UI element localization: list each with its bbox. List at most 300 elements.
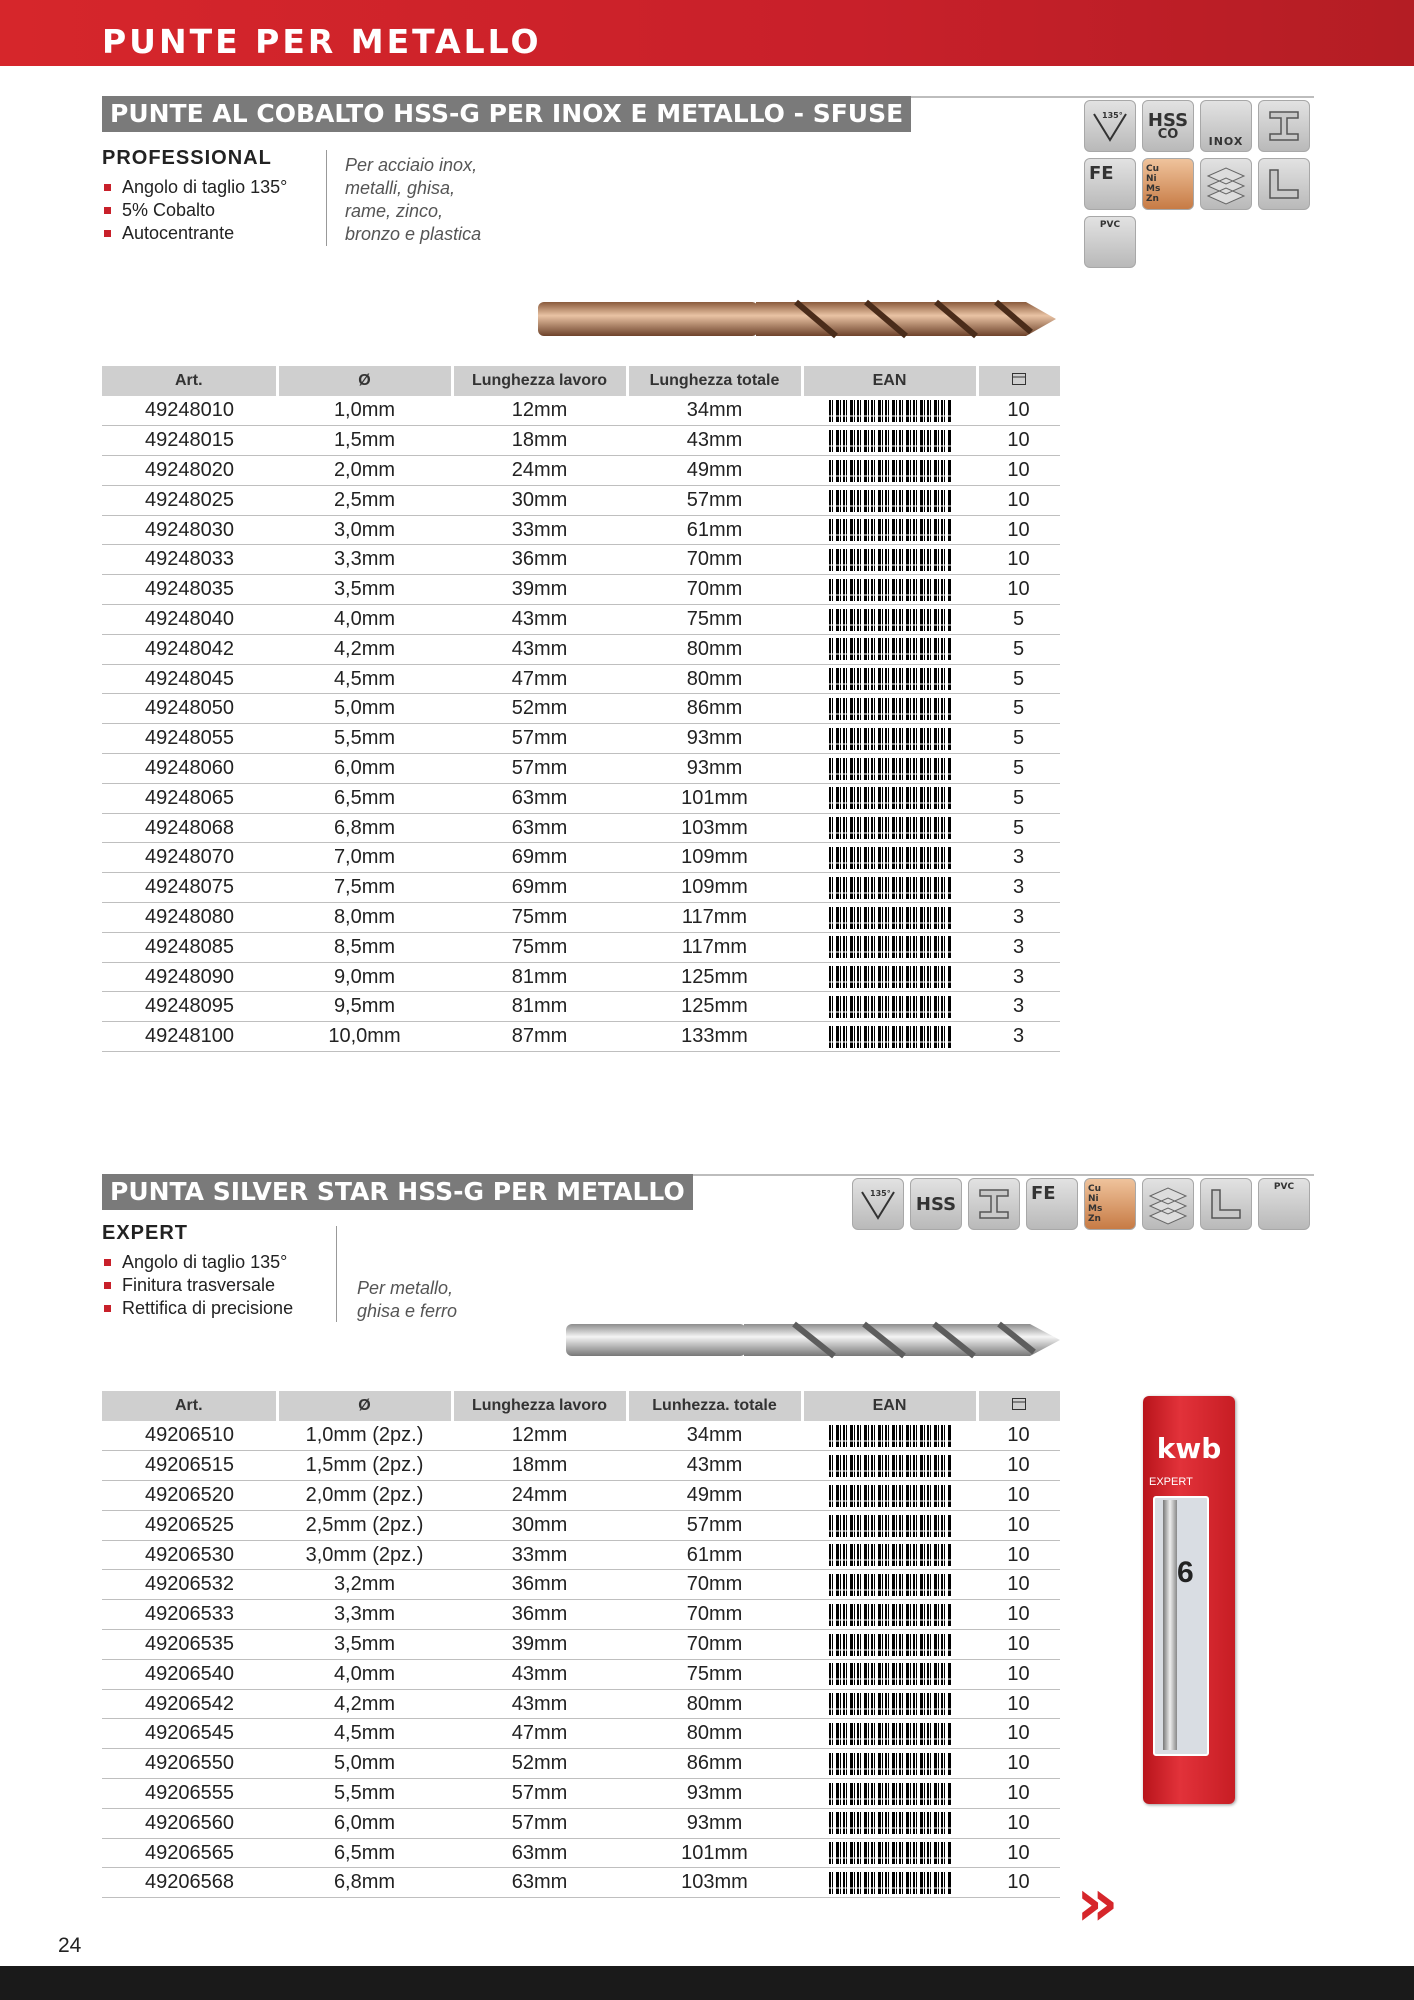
cell-total-length: 133mm bbox=[627, 1022, 802, 1052]
product-package-image bbox=[1143, 1396, 1235, 1804]
cell-diameter: 1,5mm bbox=[277, 426, 452, 456]
cell-ean-barcode bbox=[802, 545, 977, 575]
col-header-ean: EAN bbox=[802, 1391, 977, 1421]
table-row bbox=[102, 1630, 1060, 1660]
cell-art: 49248050 bbox=[102, 694, 277, 724]
cell-diameter: 7,0mm bbox=[277, 843, 452, 873]
table-header-row bbox=[102, 1391, 1060, 1421]
cell-working-length: 43mm bbox=[452, 1659, 627, 1689]
table-row bbox=[102, 396, 1060, 426]
cell-ean-barcode bbox=[802, 1689, 977, 1719]
cell-art: 49206568 bbox=[102, 1868, 277, 1898]
sheet-metal-icon bbox=[1200, 158, 1252, 210]
cell-art: 49248042 bbox=[102, 634, 277, 664]
cell-diameter: 8,0mm bbox=[277, 903, 452, 933]
col-header-working-length: Lunghezza lavoro bbox=[452, 366, 627, 396]
barcode-icon bbox=[829, 579, 951, 601]
barcode-icon bbox=[829, 728, 951, 750]
cell-ean-barcode bbox=[802, 1421, 977, 1451]
metal-ni: Ni bbox=[1088, 1194, 1099, 1204]
cell-total-length: 70mm bbox=[627, 575, 802, 605]
barcode-icon bbox=[829, 936, 951, 958]
table-row bbox=[102, 456, 1060, 486]
cell-pack-qty: 10 bbox=[977, 545, 1060, 575]
table-row bbox=[102, 783, 1060, 813]
cell-art: 49206545 bbox=[102, 1719, 277, 1749]
table-row bbox=[102, 992, 1060, 1022]
cell-diameter: 9,5mm bbox=[277, 992, 452, 1022]
table-row bbox=[102, 843, 1060, 873]
cell-total-length: 34mm bbox=[627, 396, 802, 426]
cell-diameter: 9,0mm bbox=[277, 962, 452, 992]
cell-ean-barcode bbox=[802, 873, 977, 903]
cell-art: 49206565 bbox=[102, 1838, 277, 1868]
cell-pack-qty: 10 bbox=[977, 1749, 1060, 1779]
iron-fe-icon bbox=[1084, 158, 1136, 210]
cell-working-length: 30mm bbox=[452, 485, 627, 515]
cell-pack-qty: 5 bbox=[977, 605, 1060, 635]
sheet-metal-icon bbox=[1142, 1178, 1194, 1230]
barcode-icon bbox=[829, 1634, 951, 1656]
cell-art: 49248085 bbox=[102, 932, 277, 962]
cell-ean-barcode bbox=[802, 1510, 977, 1540]
cell-pack-qty: 3 bbox=[977, 962, 1060, 992]
cell-ean-barcode bbox=[802, 515, 977, 545]
col-header-pack-qty-icon bbox=[977, 1391, 1060, 1421]
cell-art: 49206510 bbox=[102, 1421, 277, 1451]
use-line: Per metallo, bbox=[357, 1278, 454, 1298]
barcode-icon bbox=[829, 1455, 951, 1477]
silver-drill-bit-image bbox=[564, 1318, 1062, 1362]
cell-total-length: 109mm bbox=[627, 843, 802, 873]
cell-ean-barcode bbox=[802, 1600, 977, 1630]
section1-grade: PROFESSIONAL bbox=[102, 147, 272, 169]
cell-working-length: 75mm bbox=[452, 903, 627, 933]
cell-diameter: 1,5mm (2pz.) bbox=[277, 1451, 452, 1481]
cell-pack-qty: 10 bbox=[977, 456, 1060, 486]
packaged-drill-bit bbox=[1163, 1500, 1177, 1750]
col-header-diameter: Ø bbox=[277, 366, 452, 396]
next-page-arrow-icon: » bbox=[1076, 1864, 1119, 1941]
cell-working-length: 39mm bbox=[452, 575, 627, 605]
angle-label: 135° bbox=[870, 1189, 891, 1198]
use-line: Per acciaio inox, bbox=[345, 155, 478, 175]
cell-diameter: 3,5mm bbox=[277, 575, 452, 605]
hss-co-icon bbox=[1142, 100, 1194, 152]
table-row bbox=[102, 575, 1060, 605]
section2-product-table bbox=[102, 1391, 1060, 1898]
cell-ean-barcode bbox=[802, 1451, 977, 1481]
cell-diameter: 4,2mm bbox=[277, 1689, 452, 1719]
barcode-icon bbox=[829, 490, 951, 512]
cell-diameter: 6,5mm bbox=[277, 1838, 452, 1868]
cell-ean-barcode bbox=[802, 1749, 977, 1779]
cell-pack-qty: 10 bbox=[977, 1719, 1060, 1749]
cell-diameter: 2,0mm (2pz.) bbox=[277, 1481, 452, 1511]
cell-diameter: 3,3mm bbox=[277, 1600, 452, 1630]
barcode-icon bbox=[829, 1723, 951, 1745]
cell-total-length: 101mm bbox=[627, 1838, 802, 1868]
cell-ean-barcode bbox=[802, 932, 977, 962]
cell-working-length: 63mm bbox=[452, 813, 627, 843]
page-header-banner bbox=[0, 0, 1414, 66]
cell-total-length: 43mm bbox=[627, 1451, 802, 1481]
cell-pack-qty: 10 bbox=[977, 1779, 1060, 1809]
steel-beam-icon bbox=[1258, 100, 1310, 152]
col-header-ean: EAN bbox=[802, 366, 977, 396]
cell-diameter: 4,0mm bbox=[277, 1659, 452, 1689]
barcode-icon bbox=[829, 1842, 951, 1864]
cell-working-length: 69mm bbox=[452, 873, 627, 903]
cell-total-length: 70mm bbox=[627, 1630, 802, 1660]
metal-cu: Cu bbox=[1146, 164, 1160, 174]
barcode-icon bbox=[829, 1574, 951, 1596]
cell-pack-qty: 10 bbox=[977, 1510, 1060, 1540]
cell-working-length: 87mm bbox=[452, 1022, 627, 1052]
cell-diameter: 7,5mm bbox=[277, 873, 452, 903]
cell-art: 49248010 bbox=[102, 396, 277, 426]
cell-diameter: 6,8mm bbox=[277, 1868, 452, 1898]
cell-pack-qty: 3 bbox=[977, 992, 1060, 1022]
cell-ean-barcode bbox=[802, 962, 977, 992]
cell-working-length: 18mm bbox=[452, 1451, 627, 1481]
cell-pack-qty: 10 bbox=[977, 1808, 1060, 1838]
table-row bbox=[102, 1481, 1060, 1511]
barcode-icon bbox=[829, 698, 951, 720]
footer-bar bbox=[0, 1966, 1414, 2000]
cell-art: 49248068 bbox=[102, 813, 277, 843]
cutting-angle-icon bbox=[1084, 100, 1136, 152]
cell-total-length: 125mm bbox=[627, 992, 802, 1022]
table-row bbox=[102, 1838, 1060, 1868]
feature-item: Finitura trasversale bbox=[102, 1274, 293, 1297]
barcode-icon bbox=[829, 460, 951, 482]
barcode-icon bbox=[829, 1425, 951, 1447]
cell-working-length: 75mm bbox=[452, 932, 627, 962]
cell-total-length: 93mm bbox=[627, 1779, 802, 1809]
brand-logo: kwb bbox=[1156, 1432, 1222, 1465]
cell-pack-qty: 10 bbox=[977, 426, 1060, 456]
section2-features bbox=[102, 1251, 293, 1320]
cell-total-length: 49mm bbox=[627, 1481, 802, 1511]
cell-working-length: 81mm bbox=[452, 962, 627, 992]
cell-pack-qty: 10 bbox=[977, 485, 1060, 515]
cell-working-length: 43mm bbox=[452, 605, 627, 635]
section2-title: PUNTA SILVER STAR HSS-G PER METALLO bbox=[102, 1174, 693, 1210]
cell-pack-qty: 10 bbox=[977, 1451, 1060, 1481]
table-row bbox=[102, 515, 1060, 545]
barcode-icon bbox=[829, 996, 951, 1018]
cell-ean-barcode bbox=[802, 485, 977, 515]
table-row bbox=[102, 724, 1060, 754]
cell-diameter: 4,5mm bbox=[277, 1719, 452, 1749]
barcode-icon bbox=[829, 1515, 951, 1537]
section2-material-icons bbox=[852, 1178, 1322, 1230]
cell-ean-barcode bbox=[802, 813, 977, 843]
metal-zn: Zn bbox=[1088, 1214, 1101, 1224]
cell-pack-qty: 5 bbox=[977, 724, 1060, 754]
divider bbox=[326, 150, 327, 246]
cell-ean-barcode bbox=[802, 426, 977, 456]
cell-total-length: 49mm bbox=[627, 456, 802, 486]
use-line: bronzo e plastica bbox=[345, 224, 482, 244]
barcode-icon bbox=[829, 1693, 951, 1715]
cell-diameter: 3,0mm bbox=[277, 515, 452, 545]
cell-diameter: 6,0mm bbox=[277, 1808, 452, 1838]
cell-total-length: 125mm bbox=[627, 962, 802, 992]
cell-art: 49248100 bbox=[102, 1022, 277, 1052]
cell-working-length: 57mm bbox=[452, 1808, 627, 1838]
cell-art: 49206550 bbox=[102, 1749, 277, 1779]
metal-ni: Ni bbox=[1146, 174, 1157, 184]
table-row bbox=[102, 605, 1060, 635]
cell-ean-barcode bbox=[802, 664, 977, 694]
cell-total-length: 80mm bbox=[627, 634, 802, 664]
cell-working-length: 43mm bbox=[452, 1689, 627, 1719]
cell-working-length: 33mm bbox=[452, 515, 627, 545]
cell-art: 49248080 bbox=[102, 903, 277, 933]
cell-art: 49248040 bbox=[102, 605, 277, 635]
cell-art: 49248055 bbox=[102, 724, 277, 754]
inox-label: INOX bbox=[1208, 135, 1244, 148]
cell-working-length: 24mm bbox=[452, 456, 627, 486]
cell-art: 49206540 bbox=[102, 1659, 277, 1689]
section2-table-body bbox=[102, 1421, 1060, 1898]
cell-total-length: 34mm bbox=[627, 1421, 802, 1451]
cell-diameter: 5,5mm bbox=[277, 1779, 452, 1809]
pvc-pipe-icon bbox=[1084, 216, 1136, 268]
barcode-icon bbox=[829, 847, 951, 869]
cell-working-length: 33mm bbox=[452, 1540, 627, 1570]
cell-art: 49248015 bbox=[102, 426, 277, 456]
cell-art: 49248020 bbox=[102, 456, 277, 486]
barcode-icon bbox=[829, 668, 951, 690]
cell-diameter: 4,0mm bbox=[277, 605, 452, 635]
cell-working-length: 30mm bbox=[452, 1510, 627, 1540]
section1-title: PUNTE AL COBALTO HSS-G PER INOX E METALLO - SFUSE bbox=[102, 96, 911, 132]
package-window bbox=[1153, 1496, 1209, 1756]
pvc-label: PVC bbox=[1273, 1182, 1295, 1192]
cell-pack-qty: 10 bbox=[977, 1838, 1060, 1868]
barcode-icon bbox=[829, 1663, 951, 1685]
cell-pack-qty: 10 bbox=[977, 1689, 1060, 1719]
table-row bbox=[102, 754, 1060, 784]
cell-art: 49248075 bbox=[102, 873, 277, 903]
table-row bbox=[102, 1540, 1060, 1570]
cell-working-length: 12mm bbox=[452, 396, 627, 426]
cell-diameter: 10,0mm bbox=[277, 1022, 452, 1052]
cell-diameter: 4,5mm bbox=[277, 664, 452, 694]
feature-item: 5% Cobalto bbox=[102, 199, 287, 222]
cell-pack-qty: 10 bbox=[977, 1570, 1060, 1600]
cell-diameter: 1,0mm (2pz.) bbox=[277, 1421, 452, 1451]
fe-label: FE bbox=[1089, 163, 1114, 184]
cell-pack-qty: 10 bbox=[977, 1600, 1060, 1630]
cell-total-length: 61mm bbox=[627, 515, 802, 545]
cell-total-length: 80mm bbox=[627, 664, 802, 694]
cell-total-length: 57mm bbox=[627, 485, 802, 515]
table-row bbox=[102, 426, 1060, 456]
cell-ean-barcode bbox=[802, 992, 977, 1022]
barcode-icon bbox=[829, 758, 951, 780]
cell-art: 49248095 bbox=[102, 992, 277, 1022]
cell-diameter: 8,5mm bbox=[277, 932, 452, 962]
cell-ean-barcode bbox=[802, 605, 977, 635]
cell-pack-qty: 5 bbox=[977, 634, 1060, 664]
cell-pack-qty: 10 bbox=[977, 1630, 1060, 1660]
hss-label: HSS bbox=[1147, 110, 1189, 131]
feature-item: Autocentrante bbox=[102, 222, 287, 245]
cell-ean-barcode bbox=[802, 1779, 977, 1809]
cell-art: 49206532 bbox=[102, 1570, 277, 1600]
cell-total-length: 93mm bbox=[627, 1808, 802, 1838]
cell-diameter: 2,5mm bbox=[277, 485, 452, 515]
use-line: metalli, ghisa, bbox=[345, 178, 456, 198]
section1-table-body bbox=[102, 396, 1060, 1052]
inox-sink-icon bbox=[1200, 100, 1252, 152]
cell-total-length: 57mm bbox=[627, 1510, 802, 1540]
cell-art: 49248030 bbox=[102, 515, 277, 545]
cobalt-drill-bit-image bbox=[536, 296, 1058, 342]
cell-total-length: 93mm bbox=[627, 754, 802, 784]
cell-working-length: 52mm bbox=[452, 1749, 627, 1779]
barcode-icon bbox=[829, 519, 951, 541]
cell-diameter: 6,5mm bbox=[277, 783, 452, 813]
barcode-icon bbox=[829, 430, 951, 452]
barcode-icon bbox=[829, 787, 951, 809]
package-size-label: 6 bbox=[1177, 1556, 1194, 1589]
barcode-icon bbox=[829, 877, 951, 899]
cell-pack-qty: 5 bbox=[977, 754, 1060, 784]
cell-art: 49206520 bbox=[102, 1481, 277, 1511]
table-row bbox=[102, 962, 1060, 992]
cell-ean-barcode bbox=[802, 843, 977, 873]
cell-total-length: 80mm bbox=[627, 1719, 802, 1749]
barcode-icon bbox=[829, 1485, 951, 1507]
barcode-icon bbox=[829, 1812, 951, 1834]
cell-total-length: 86mm bbox=[627, 694, 802, 724]
cell-ean-barcode bbox=[802, 575, 977, 605]
table-row bbox=[102, 932, 1060, 962]
cell-total-length: 70mm bbox=[627, 1570, 802, 1600]
cell-art: 49206533 bbox=[102, 1600, 277, 1630]
barcode-icon bbox=[829, 1544, 951, 1566]
cell-working-length: 39mm bbox=[452, 1630, 627, 1660]
metal-cu: Cu bbox=[1088, 1184, 1102, 1194]
cell-ean-barcode bbox=[802, 1022, 977, 1052]
table-header-row bbox=[102, 366, 1060, 396]
cell-art: 49206515 bbox=[102, 1451, 277, 1481]
cell-diameter: 3,2mm bbox=[277, 1570, 452, 1600]
page-number: 24 bbox=[58, 1934, 82, 1957]
cell-pack-qty: 10 bbox=[977, 1481, 1060, 1511]
cell-ean-barcode bbox=[802, 1481, 977, 1511]
table-row bbox=[102, 1421, 1060, 1451]
col-header-total-length: Lunhezza. totale bbox=[627, 1391, 802, 1421]
cell-total-length: 117mm bbox=[627, 903, 802, 933]
barcode-icon bbox=[829, 1026, 951, 1048]
barcode-icon bbox=[829, 638, 951, 660]
cell-pack-qty: 3 bbox=[977, 843, 1060, 873]
cell-art: 49206560 bbox=[102, 1808, 277, 1838]
cell-diameter: 4,2mm bbox=[277, 634, 452, 664]
cell-ean-barcode bbox=[802, 903, 977, 933]
pvc-label: PVC bbox=[1099, 220, 1121, 230]
cell-art: 49248033 bbox=[102, 545, 277, 575]
cell-art: 49206530 bbox=[102, 1540, 277, 1570]
cell-art: 49248090 bbox=[102, 962, 277, 992]
table-row bbox=[102, 485, 1060, 515]
cell-working-length: 57mm bbox=[452, 754, 627, 784]
metal-ms: Ms bbox=[1088, 1204, 1103, 1214]
cell-art: 49248035 bbox=[102, 575, 277, 605]
cell-pack-qty: 10 bbox=[977, 1659, 1060, 1689]
cell-art: 49248045 bbox=[102, 664, 277, 694]
barcode-icon bbox=[829, 1604, 951, 1626]
cell-ean-barcode bbox=[802, 1540, 977, 1570]
section2-uses bbox=[357, 1277, 457, 1323]
table-row bbox=[102, 1600, 1060, 1630]
cell-pack-qty: 5 bbox=[977, 664, 1060, 694]
table-row bbox=[102, 1868, 1060, 1898]
barcode-icon bbox=[829, 549, 951, 571]
cell-ean-barcode bbox=[802, 1868, 977, 1898]
fe-label: FE bbox=[1031, 1183, 1056, 1204]
cell-diameter: 2,0mm bbox=[277, 456, 452, 486]
cell-pack-qty: 5 bbox=[977, 813, 1060, 843]
cell-art: 49248060 bbox=[102, 754, 277, 784]
table-row bbox=[102, 545, 1060, 575]
cell-pack-qty: 3 bbox=[977, 932, 1060, 962]
cell-ean-barcode bbox=[802, 396, 977, 426]
cell-working-length: 24mm bbox=[452, 1481, 627, 1511]
table-row bbox=[102, 1022, 1060, 1052]
hss-label: HSS bbox=[915, 1193, 957, 1215]
metal-ms: Ms bbox=[1146, 184, 1161, 194]
cell-total-length: 86mm bbox=[627, 1749, 802, 1779]
cell-total-length: 75mm bbox=[627, 605, 802, 635]
cell-total-length: 43mm bbox=[627, 426, 802, 456]
cell-ean-barcode bbox=[802, 1838, 977, 1868]
barcode-icon bbox=[829, 1783, 951, 1805]
cell-total-length: 103mm bbox=[627, 1868, 802, 1898]
table-row bbox=[102, 903, 1060, 933]
cell-diameter: 6,0mm bbox=[277, 754, 452, 784]
col-header-art: Art. bbox=[102, 1391, 277, 1421]
section1-features bbox=[102, 176, 287, 245]
cell-art: 49248065 bbox=[102, 783, 277, 813]
metal-profile-icon bbox=[1258, 158, 1310, 210]
table-row bbox=[102, 694, 1060, 724]
cell-working-length: 63mm bbox=[452, 1838, 627, 1868]
cell-diameter: 5,5mm bbox=[277, 724, 452, 754]
cell-working-length: 43mm bbox=[452, 634, 627, 664]
cell-art: 49206542 bbox=[102, 1689, 277, 1719]
cell-working-length: 18mm bbox=[452, 426, 627, 456]
cell-total-length: 117mm bbox=[627, 932, 802, 962]
table-row bbox=[102, 1659, 1060, 1689]
table-row bbox=[102, 1570, 1060, 1600]
section1-uses bbox=[345, 154, 481, 246]
cell-pack-qty: 10 bbox=[977, 396, 1060, 426]
cell-working-length: 36mm bbox=[452, 545, 627, 575]
cell-working-length: 47mm bbox=[452, 664, 627, 694]
angle-label: 135° bbox=[1102, 111, 1123, 120]
cell-pack-qty: 10 bbox=[977, 1421, 1060, 1451]
cell-ean-barcode bbox=[802, 1659, 977, 1689]
cell-pack-qty: 3 bbox=[977, 903, 1060, 933]
cell-ean-barcode bbox=[802, 1630, 977, 1660]
